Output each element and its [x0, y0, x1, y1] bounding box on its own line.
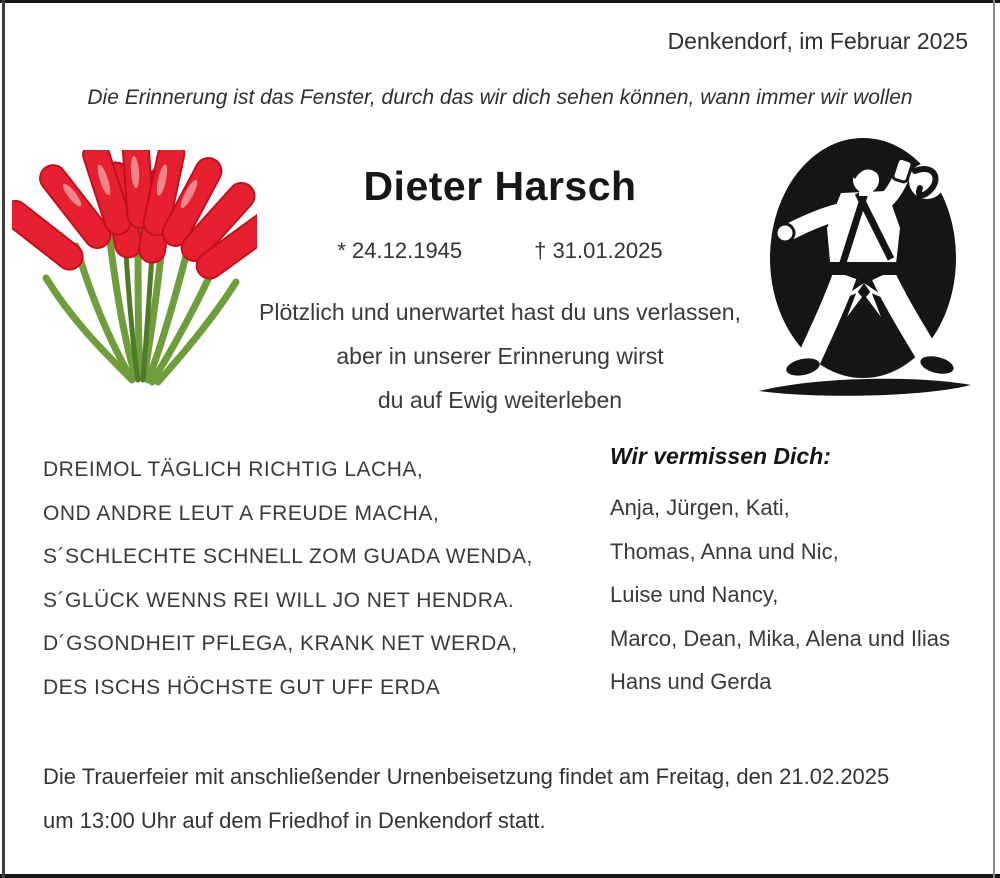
funeral-line: Die Trauerfeier mit anschließender Urnenbeisetzung findet am Freitag, den 21.02.2025 — [43, 764, 890, 789]
remembrance-quote: Die Erinnerung ist das Fenster, durch das wir dich sehen können, wann immer wir wollen — [87, 86, 913, 109]
funeral-line: um 13:00 Uhr auf dem Friedhof in Denkendorf statt. — [43, 808, 546, 833]
deceased-name: Dieter Harsch — [363, 163, 637, 209]
chili-pepper-bouquet-graphic — [12, 150, 257, 390]
mourners-line: Hans und Gerda — [610, 669, 772, 694]
birth-date: * 24.12.1945 — [337, 238, 463, 263]
ground-swoosh — [759, 379, 971, 396]
center-column — [250, 163, 750, 422]
mourners-line: Thomas, Anna und Nic, — [610, 538, 839, 564]
mourners-line: Marco, Dean, Mika, Alena und Ilias — [610, 625, 950, 651]
dateline: Denkendorf, im Februar 2025 — [667, 28, 968, 54]
mourners-heading: Wir vermissen Dich: — [610, 443, 831, 469]
scan-border-left — [2, 0, 5, 878]
chili-pepper-bouquet-image — [12, 150, 257, 395]
mourners-list — [610, 486, 950, 704]
mourners-line: Anja, Jürgen, Kati, — [610, 495, 790, 520]
karate-figure-image — [745, 133, 980, 413]
poem-line: DREIMOL TÄGLICH RICHTIG LACHA, — [43, 458, 424, 481]
mourners-line: Luise und Nancy, — [610, 582, 779, 607]
scan-border-top — [0, 0, 1000, 3]
dialect-poem — [43, 448, 533, 709]
memorial-verse — [250, 290, 750, 422]
death-date: † 31.01.2025 — [534, 238, 663, 263]
poem-line: OND ANDRE LEUT A FREUDE MACHA, — [43, 501, 440, 525]
mourners-section — [610, 443, 950, 704]
life-dates — [250, 238, 750, 264]
scan-border-bottom — [0, 874, 1000, 878]
memorial-line: aber in unserer Erinnerung wirst — [336, 343, 664, 369]
poem-line: S´SCHLECHTE SCHNELL ZOM GUADA WENDA, — [43, 545, 533, 568]
karate-figure-graphic — [745, 133, 980, 408]
funeral-info — [43, 755, 889, 843]
poem-line: D´GSONDHEIT PFLEGA, KRANK NET WERDA, — [43, 632, 518, 655]
memorial-line: Plötzlich und unerwartet hast du uns verlassen, — [259, 299, 741, 325]
poem-line: S´GLÜCK WENNS REI WILL JO NET HENDRA. — [43, 588, 515, 612]
scan-border-right — [993, 0, 995, 878]
memorial-line: du auf Ewig weiterleben — [377, 387, 623, 413]
poem-line: DES ISCHS HÖCHSTE GUT UFF ERDA — [43, 675, 441, 699]
